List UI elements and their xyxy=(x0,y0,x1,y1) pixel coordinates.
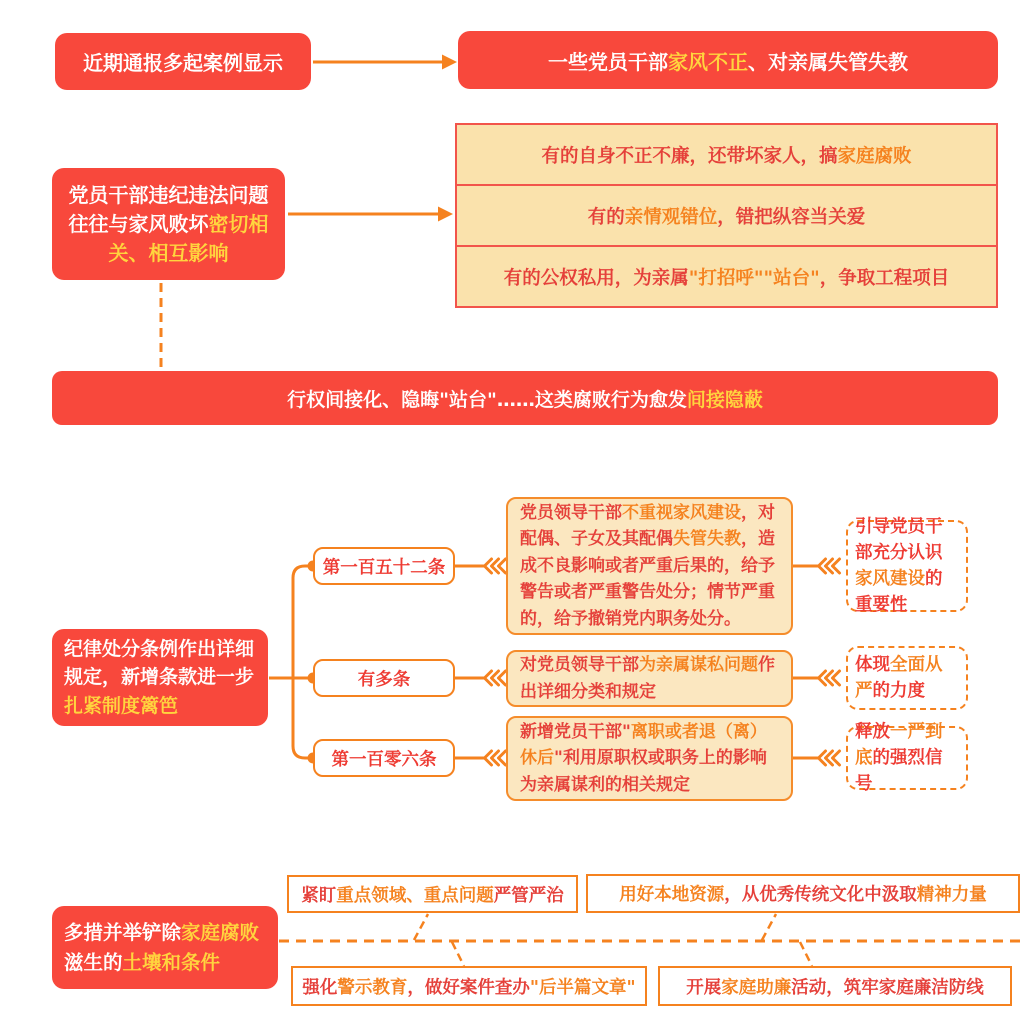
dashed-branch xyxy=(452,942,464,966)
triple-chevron-icon xyxy=(819,559,840,573)
triple-chevron-icon xyxy=(485,671,506,685)
intro-box xyxy=(55,33,311,90)
text-segment: 行权间接化、隐晦"站台"……这类腐败行为愈发间接隐蔽 xyxy=(287,388,763,411)
triple-chevron-icon xyxy=(819,671,840,685)
text-segment: 一些党员干部家风不正、对亲属失管失教 xyxy=(548,49,908,74)
text-segment: 有的自身不正不廉，还带坏家人，搞家庭腐败 xyxy=(541,145,912,167)
text-segment: 第一百零六条 xyxy=(331,749,437,770)
text-segment: 多措并举铲除家庭腐败滋生的土壤和条件 xyxy=(64,921,260,974)
triple-chevron-icon xyxy=(819,751,840,765)
text-segment: 开展家庭助廉活动，筑牢家庭廉洁防线 xyxy=(686,977,984,998)
text-segment: 党员领导干部不重视家风建设，对配偶、子女及其配偶失管失教，造成不良影响或者严重后果的，给予警告或者严重警告处分；情节严重的，给予撤销党内职务处分。 xyxy=(520,503,775,629)
arrow-head-icon xyxy=(442,55,457,70)
arrow-head-icon xyxy=(438,207,453,222)
list-row-2 xyxy=(457,184,996,245)
article-152-note xyxy=(846,516,968,616)
text-segment: 用好本地资源，从优秀传统文化中汲取精神力量 xyxy=(619,885,987,905)
triple-chevron-icon xyxy=(485,751,506,765)
measure-box-1 xyxy=(287,875,578,913)
dashed-branch xyxy=(414,914,428,940)
measure-box-2 xyxy=(586,874,1020,913)
text-segment: 体现全面从严的力度 xyxy=(855,654,943,701)
dashed-branch xyxy=(800,942,812,966)
text-segment: 第一百五十二条 xyxy=(322,557,446,578)
measure-box-3 xyxy=(291,966,647,1006)
text-segment: 纪律处分条例作出详细规定，新增条款进一步扎紧制度篱笆 xyxy=(64,637,255,717)
banner xyxy=(52,371,998,425)
multiple-articles-note xyxy=(846,646,968,710)
article-106-label xyxy=(313,739,455,777)
text-segment: 强化警示教育，做好案件查办"后半篇文章" xyxy=(302,977,636,998)
multiple-articles-content xyxy=(506,650,793,707)
measure-box-4 xyxy=(658,966,1012,1006)
measures-box xyxy=(52,906,278,989)
text-segment: 有的公权私用，为亲属"打招呼""站台"，争取工程项目 xyxy=(503,267,950,289)
text-segment: 释放一严到底的强烈信号 xyxy=(855,721,943,795)
article-106-note xyxy=(846,721,968,795)
article-152-content xyxy=(506,497,793,635)
article-152-label xyxy=(313,547,455,585)
problem-box xyxy=(52,168,285,280)
regulation-box xyxy=(52,629,268,726)
list-row-3 xyxy=(457,245,996,306)
list-row-1 xyxy=(457,125,996,184)
article-106-content xyxy=(506,716,793,801)
text-segment: 对党员领导干部为亲属谋私问题作出详细分类和规定 xyxy=(520,655,775,702)
dashed-branch xyxy=(762,914,776,940)
text-segment: 党员干部违纪违法问题往往与家风败坏密切相关、相互影响 xyxy=(68,182,269,265)
text-segment: 引导党员干部充分认识家风建设的重要性 xyxy=(855,516,943,616)
text-segment: 新增党员干部"离职或者退（离）休后"利用原职权或职务上的影响为亲属谋利的相关规定 xyxy=(520,721,767,795)
conclusion-box xyxy=(458,31,998,89)
problem-list xyxy=(455,123,998,308)
bracket-curve xyxy=(293,566,313,758)
text-segment: 有的亲情观错位，错把纵容当关爱 xyxy=(587,206,866,228)
text-segment: 紧盯重点领域、重点问题严管严治 xyxy=(301,885,564,906)
text-segment: 近期通报多起案例显示 xyxy=(83,51,283,75)
text-segment: 有多条 xyxy=(357,669,411,690)
multiple-articles-label xyxy=(313,659,455,697)
triple-chevron-icon xyxy=(485,559,506,573)
